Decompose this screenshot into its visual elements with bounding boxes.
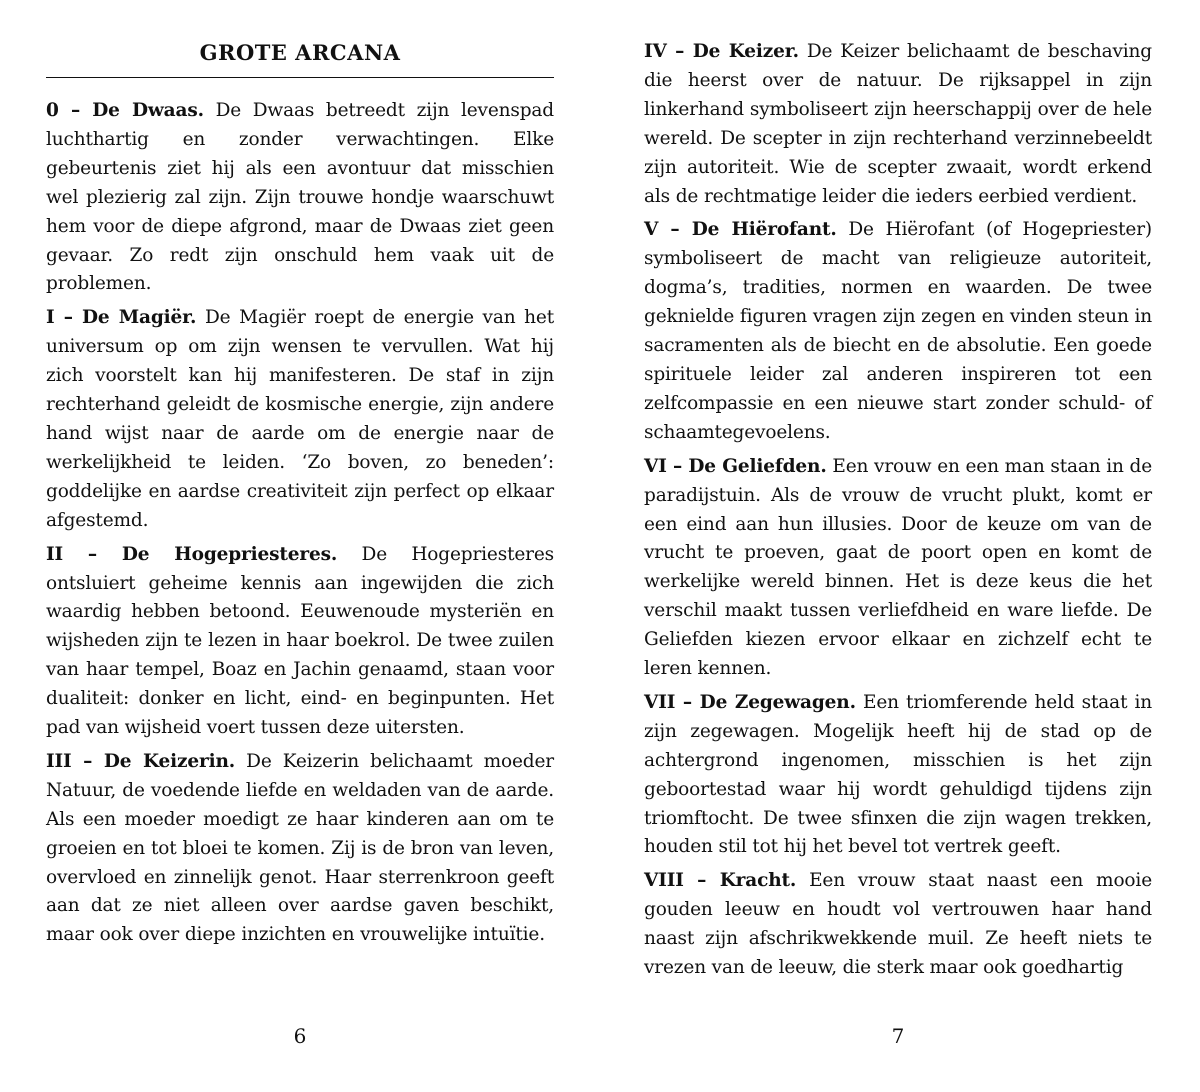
right-page-body: [644, 38, 1152, 988]
entry-text: De Magiër roept de energie van het universum op om zijn wensen te vervullen. Wat hij zich voorstelt kan hij manifesteren. De staf in zijn rechterhand geleidt de kosmische energie, zijn andere hand wijst naar de aarde om de energie naar de werkelijkheid te leiden. ‘Zo boven, zo beneden’: goddelijke en aardse creativiteit zijn perfect op elkaar afgestemd.: [46, 307, 554, 531]
entry-title: II – De Hogepriesteres.: [46, 543, 338, 565]
entry-text: De Dwaas betreedt zijn levenspad luchthartig en zonder verwachtingen. Elke gebeurtenis ziet hij als een avontuur dat misschien wel plezierig zal zijn. Zijn trouwe hondje waarschuwt hem voor de diepe afgrond, maar de Dwaas ziet geen gevaar. Zo redt zijn onschuld hem vaak uit de problemen.: [46, 100, 554, 295]
page-number: 6: [293, 1024, 307, 1048]
entry-de-hogepriesteres: [46, 541, 554, 743]
entry-de-dwaas: [46, 97, 554, 299]
entry-title: VI – De Geliefden.: [644, 455, 827, 477]
left-page-body: [46, 97, 554, 955]
entry-text: De Hogepriesteres ontsluiert geheime kennis aan ingewijden die zich waardig hebben betoond. Eeuwenoude mysteriën en wijsheden zijn te lezen in haar boekrol. De twee zuilen van haar tempel, Boaz en Jachin genaamd, staan voor dualiteit: donker en licht, eind- en beginpunten. Het pad van wijsheid voert tussen deze uitersten.: [46, 543, 554, 739]
entry-de-hierofant: [644, 216, 1152, 447]
entry-kracht: [644, 867, 1152, 983]
entry-text: Een vrouw staat naast een mooie gouden leeuw en houdt vol vertrouwen haar hand naast zijn afschrikwekkende muil. Ze heeft niets te vrezen van de leeuw, die sterk maar ook goedhartig: [644, 870, 1152, 979]
page-number: 7: [891, 1024, 905, 1048]
section-heading: GROTE ARCANA: [199, 40, 401, 65]
entry-title: VIII – Kracht.: [644, 870, 797, 892]
entry-text: De Keizerin belichaamt moeder Natuur, de voedende liefde en weldaden van de aarde. Als een moeder moedigt ze haar kinderen aan om te groeien en tot bloei te komen. Zij is de bron van leven, overvloed en zinnelijk genot. Haar sterrenkroon geeft aan dat ze niet alleen over aardse gaven beschikt, maar ook over diepe inzichten en vrouwelijke intuïtie.: [46, 750, 554, 946]
entry-de-geliefden: [644, 453, 1152, 684]
entry-title: III – De Keizerin.: [46, 750, 236, 772]
entry-title: 0 – De Dwaas.: [46, 100, 204, 121]
entry-title: V – De Hiërofant.: [644, 219, 837, 241]
entry-title: I – De Magiër.: [46, 307, 197, 329]
entry-text: Een triomferende held staat in zijn zegewagen. Mogelijk heeft hij de stad op de achtergrond ingenomen, misschien is het zijn geboortestad waar hij wordt gehuldigd tijdens zijn triomftocht. De twee sfinxen die zijn wagen trekken, houden stil tot hij het bevel tot vertrek geeft.: [644, 691, 1153, 858]
entry-title: IV – De Keizer.: [644, 41, 799, 62]
entry-text: Een vrouw en een man staan in de paradijstuin. Als de vrouw de vrucht plukt, komt er een eind aan hun illusies. Door de keuze om van de vrucht te proeven, gaat de poort open en komt de werkelijke wereld binnen. Het is deze keus die het verschil maakt tussen verliefdheid en ware liefde. De Geliefden kiezen ervoor elkaar en zichzelf echt te leren kennen.: [644, 455, 1152, 680]
entry-de-keizerin: [46, 748, 554, 950]
entry-text: De Keizer belichaamt de beschaving die heerst over de natuur. De rijksappel in zijn linkerhand symboliseert zijn heerschappij over de hele wereld. De scepter in zijn rechterhand verzinnebeeldt zijn autoriteit. Wie de scepter zwaait, wordt erkend als de rechtmatige leider die ieders eerbied verdient.: [644, 41, 1152, 207]
left-page: [46, 0, 554, 1092]
entry-de-zegewagen: [644, 689, 1152, 862]
heading-rule: [46, 77, 554, 78]
entry-de-magier: [46, 304, 554, 535]
entry-text: De Hiërofant (of Hogepriester) symboliseert de macht van religieuze autoriteit, dogma’s, tradities, normen en waarden. De twee geknielde figuren vragen zijn zegen en vinden steun in sacramenten als de biecht en de absolutie. Een goede spirituele leider zal anderen inspireren tot een zelfcompassie en een nieuwe start zonder schuld- of schaamtegevoelens.: [644, 219, 1152, 443]
entry-title: VII – De Zegewagen.: [644, 691, 856, 713]
entry-de-keizer: [644, 38, 1152, 211]
right-page: [644, 0, 1152, 1092]
